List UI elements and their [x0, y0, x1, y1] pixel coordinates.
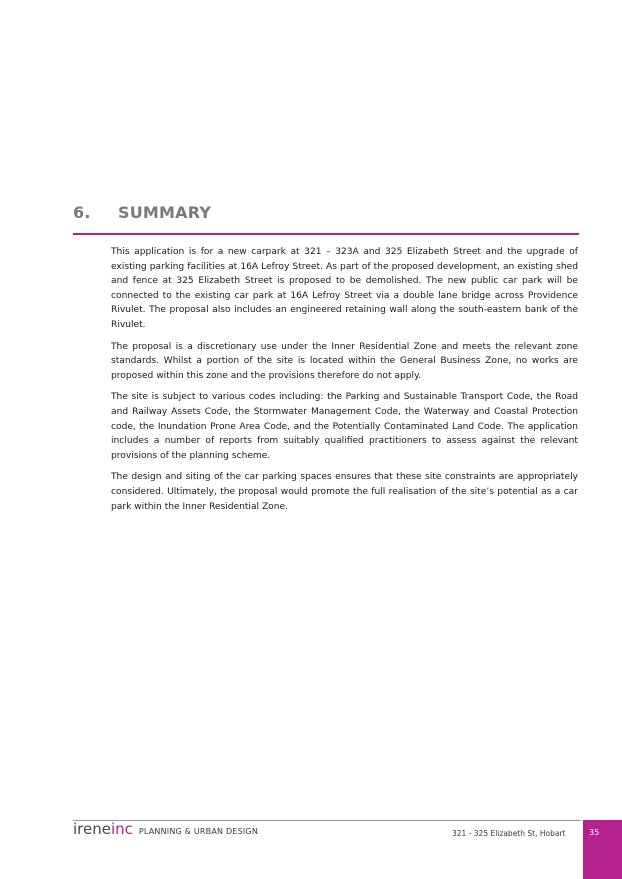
summary-paragraph: The proposal is a discretionary use under the Inner Residential Zone and meets the relevant zone standards. Whilst a portion of the site is located within the General Business Zone, no works are proposed within this zone and the provisions therefore do not apply. — [111, 341, 578, 381]
summary-paragraph: The site is subject to various codes including: the Parking and Sustainable Transport Code, the Road and Railway Assets Code, the Stormwater Management Code, the Waterway and Coastal Protection code, the Inundation Prone Area Code, and the Potentially Contaminated Land Code. The application includes a number of reports from suitably qualified practitioners to assess against the relevant provisions of the planning scheme. — [111, 392, 578, 461]
section-title: SUMMARY — [118, 203, 212, 222]
summary-paragraph: The design and siting of the car parking spaces ensures that these site constraints are appropriately considered. Ultimately, the proposal would promote the full realisation of the site’s potential as a car park within the Inner Residential Zone. — [111, 472, 578, 512]
summary-paragraph: This application is for a new carpark at 321 – 323A and 325 Elizabeth Street and the upgrade of existing parking facilities at 16A Lefroy Street. As part of the proposed development, an existing shed and fence at 325 Elizabeth Street is proposed to be demolished. The new public car park will be connected to the existing car park at 16A Lefroy Street via a double lane bridge across Providence Rivulet. The proposal also includes an engineered retaining wall along the south-eastern bank of the Rivulet. — [111, 247, 578, 330]
footer-address: 321 - 325 Elizabeth St, Hobart — [452, 829, 566, 838]
summary-body — [111, 245, 578, 521]
section-heading — [73, 203, 579, 222]
page-number-tab — [583, 820, 622, 879]
section-number: 6. — [73, 203, 91, 222]
logo-tagline: PLANNING & URBAN DESIGN — [138, 827, 259, 836]
company-logo — [73, 820, 258, 842]
logo-irene-text: irene — [73, 820, 111, 838]
heading-divider — [73, 233, 579, 235]
logo-inc-text: inc — [110, 820, 133, 838]
page-number: 35 — [589, 828, 600, 837]
